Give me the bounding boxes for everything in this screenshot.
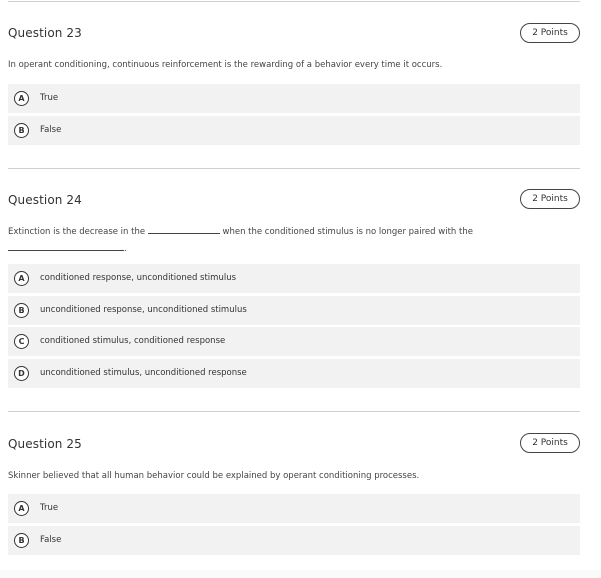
answer-option-d[interactable] bbox=[8, 359, 580, 388]
question-divider bbox=[8, 411, 580, 412]
option-label: unconditioned response, unconditioned stimulus bbox=[40, 305, 247, 315]
option-letter-badge: B bbox=[14, 123, 29, 138]
question-title: Question 24 bbox=[8, 193, 82, 207]
answer-option-a[interactable] bbox=[8, 494, 580, 523]
question-divider bbox=[8, 168, 580, 169]
question-title: Question 23 bbox=[8, 26, 82, 40]
fill-in-blank bbox=[148, 224, 220, 234]
answer-option-b[interactable] bbox=[8, 116, 580, 145]
answer-option-b[interactable] bbox=[8, 296, 580, 325]
question-text-part: Extinction is the decrease in the bbox=[8, 227, 146, 237]
question-divider bbox=[8, 1, 580, 2]
question-text bbox=[8, 224, 580, 258]
question-text: Skinner believed that all human behavior could be explained by operant conditioning processes. bbox=[8, 471, 420, 481]
page-bottom-edge bbox=[0, 570, 601, 578]
points-badge: 2 Points bbox=[520, 23, 580, 43]
option-letter-badge: A bbox=[14, 91, 29, 106]
fill-in-blank bbox=[8, 241, 124, 251]
question-text-part: when the conditioned stimulus is no longer paired with the bbox=[222, 227, 473, 237]
option-letter-badge: B bbox=[14, 303, 29, 318]
option-label: unconditioned stimulus, unconditioned response bbox=[40, 368, 247, 378]
option-label: conditioned response, unconditioned stimulus bbox=[40, 273, 237, 283]
points-badge: 2 Points bbox=[520, 433, 580, 453]
answer-option-b[interactable] bbox=[8, 526, 580, 555]
option-label: False bbox=[40, 535, 62, 545]
option-letter-badge: C bbox=[14, 334, 29, 349]
option-label: True bbox=[40, 93, 59, 103]
option-label: False bbox=[40, 125, 62, 135]
option-letter-badge: D bbox=[14, 366, 29, 381]
question-text-end: . bbox=[124, 244, 127, 254]
answer-option-c[interactable] bbox=[8, 327, 580, 356]
option-label: conditioned stimulus, conditioned response bbox=[40, 336, 226, 346]
option-letter-badge: B bbox=[14, 533, 29, 548]
points-badge: 2 Points bbox=[520, 189, 580, 209]
answer-option-a[interactable] bbox=[8, 84, 580, 113]
option-label: True bbox=[40, 503, 59, 513]
answer-option-a[interactable] bbox=[8, 264, 580, 293]
question-text: In operant conditioning, continuous reinforcement is the rewarding of a behavior every time it occurs. bbox=[8, 60, 443, 70]
option-letter-badge: A bbox=[14, 501, 29, 516]
question-title: Question 25 bbox=[8, 437, 82, 451]
option-letter-badge: A bbox=[14, 271, 29, 286]
